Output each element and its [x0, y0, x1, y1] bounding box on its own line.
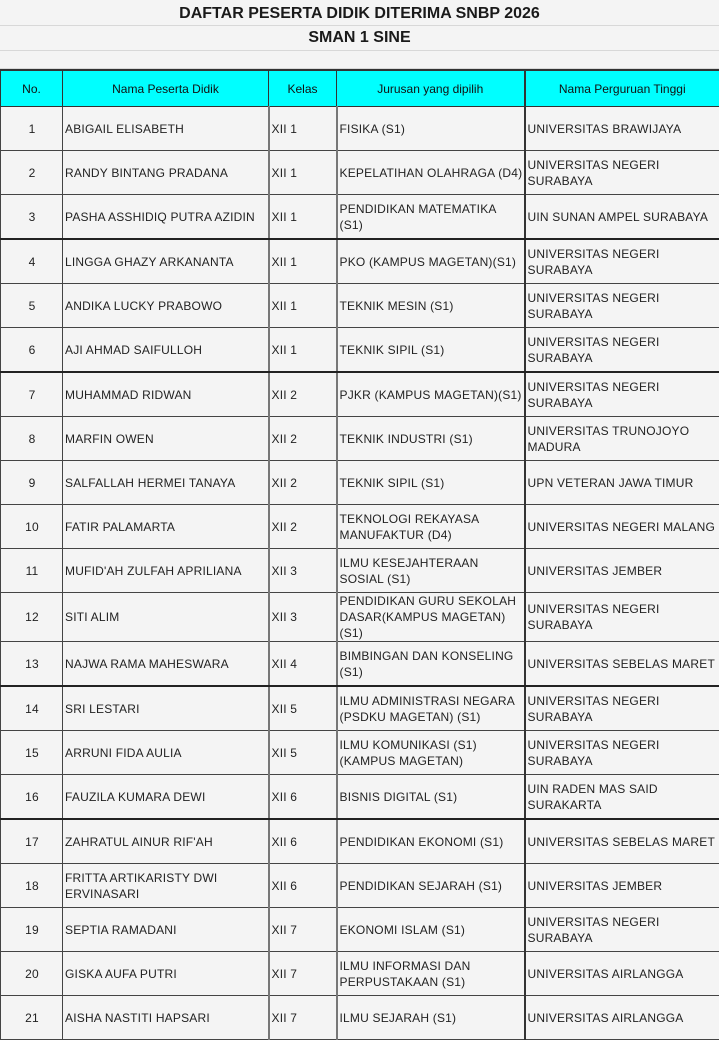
- table-row: [1, 731, 719, 775]
- cell-jurusan[interactable]: TEKNIK SIPIL (S1): [337, 328, 525, 373]
- column-header-kelas[interactable]: Kelas: [269, 70, 337, 107]
- cell-university[interactable]: UNIVERSITAS NEGERI SURABAYA: [525, 372, 719, 417]
- cell-jurusan[interactable]: ILMU ADMINISTRASI NEGARA (PSDKU MAGETAN) (S1): [337, 686, 525, 731]
- cell-jurusan[interactable]: TEKNIK SIPIL (S1): [337, 461, 525, 505]
- cell-university[interactable]: UNIVERSITAS AIRLANGGA: [525, 952, 719, 996]
- cell-no[interactable]: 4: [1, 239, 63, 284]
- table-header-row: [1, 70, 719, 107]
- cell-jurusan[interactable]: PKO (KAMPUS MAGETAN)(S1): [337, 239, 525, 284]
- cell-university[interactable]: UNIVERSITAS NEGERI SURABAYA: [525, 284, 719, 328]
- cell-university[interactable]: UNIVERSITAS JEMBER: [525, 864, 719, 908]
- page-title: DAFTAR PESERTA DIDIK DITERIMA SNBP 2026: [0, 0, 719, 26]
- cell-university[interactable]: UNIVERSITAS SEBELAS MARET: [525, 642, 719, 687]
- table-body: [1, 107, 719, 1040]
- cell-university[interactable]: UNIVERSITAS NEGERI SURABAYA: [525, 239, 719, 284]
- school-name: SMAN 1 SINE: [0, 26, 719, 51]
- cell-jurusan[interactable]: PENDIDIKAN MATEMATIKA (S1): [337, 195, 525, 240]
- column-header-name[interactable]: Nama Peserta Didik: [63, 70, 269, 107]
- cell-student-name[interactable]: FAUZILA KUMARA DEWI: [63, 775, 269, 820]
- cell-university[interactable]: UIN RADEN MAS SAID SURAKARTA: [525, 775, 719, 820]
- table-row: [1, 686, 719, 731]
- cell-kelas[interactable]: XII 3: [269, 593, 337, 642]
- cell-student-name[interactable]: FRITTA ARTIKARISTY DWI ERVINASARI: [63, 864, 269, 908]
- cell-student-name[interactable]: MUFID'AH ZULFAH APRILIANA: [63, 549, 269, 593]
- cell-university[interactable]: UNIVERSITAS NEGERI SURABAYA: [525, 593, 719, 642]
- cell-kelas[interactable]: XII 2: [269, 461, 337, 505]
- table-row: [1, 417, 719, 461]
- cell-student-name[interactable]: NAJWA RAMA MAHESWARA: [63, 642, 269, 687]
- students-table: [0, 69, 719, 1040]
- cell-jurusan[interactable]: TEKNIK MESIN (S1): [337, 284, 525, 328]
- cell-jurusan[interactable]: TEKNOLOGI REKAYASA MANUFAKTUR (D4): [337, 505, 525, 549]
- cell-university[interactable]: UNIVERSITAS NEGERI SURABAYA: [525, 151, 719, 195]
- cell-jurusan[interactable]: ILMU KOMUNIKASI (S1)(KAMPUS MAGETAN): [337, 731, 525, 775]
- table-row: [1, 642, 719, 687]
- table-row: [1, 996, 719, 1040]
- table-row: [1, 864, 719, 908]
- cell-jurusan[interactable]: BIMBINGAN DAN KONSELING (S1): [337, 642, 525, 687]
- cell-no[interactable]: 3: [1, 195, 63, 240]
- cell-kelas[interactable]: XII 7: [269, 996, 337, 1040]
- cell-student-name[interactable]: SITI ALIM: [63, 593, 269, 642]
- cell-jurusan[interactable]: ILMU INFORMASI DAN PERPUSTAKAAN (S1): [337, 952, 525, 996]
- cell-no[interactable]: 1: [1, 107, 63, 151]
- cell-university[interactable]: UIN SUNAN AMPEL SURABAYA: [525, 195, 719, 240]
- cell-jurusan[interactable]: KEPELATIHAN OLAHRAGA (D4): [337, 151, 525, 195]
- cell-no[interactable]: 2: [1, 151, 63, 195]
- cell-kelas[interactable]: XII 7: [269, 952, 337, 996]
- table-row: [1, 952, 719, 996]
- cell-jurusan[interactable]: PENDIDIKAN EKONOMI (S1): [337, 819, 525, 864]
- column-header-no[interactable]: No.: [1, 70, 63, 107]
- cell-university[interactable]: UNIVERSITAS TRUNOJOYO MADURA: [525, 417, 719, 461]
- cell-no[interactable]: 14: [1, 686, 63, 731]
- cell-kelas[interactable]: XII 1: [269, 195, 337, 240]
- cell-kelas[interactable]: XII 5: [269, 731, 337, 775]
- cell-no[interactable]: 9: [1, 461, 63, 505]
- cell-jurusan[interactable]: PENDIDIKAN SEJARAH (S1): [337, 864, 525, 908]
- cell-no[interactable]: 12: [1, 593, 63, 642]
- cell-no[interactable]: 11: [1, 549, 63, 593]
- table-row: [1, 239, 719, 284]
- cell-university[interactable]: UNIVERSITAS BRAWIJAYA: [525, 107, 719, 151]
- cell-student-name[interactable]: SALFALLAH HERMEI TANAYA: [63, 461, 269, 505]
- table-row: [1, 372, 719, 417]
- cell-kelas[interactable]: XII 2: [269, 372, 337, 417]
- cell-kelas[interactable]: XII 1: [269, 328, 337, 373]
- cell-kelas[interactable]: XII 1: [269, 284, 337, 328]
- cell-kelas[interactable]: XII 2: [269, 505, 337, 549]
- cell-no[interactable]: 6: [1, 328, 63, 373]
- cell-kelas[interactable]: XII 4: [269, 642, 337, 687]
- table-row: [1, 151, 719, 195]
- cell-no[interactable]: 15: [1, 731, 63, 775]
- cell-jurusan[interactable]: ILMU SEJARAH (S1): [337, 996, 525, 1040]
- cell-student-name[interactable]: ARRUNI FIDA AULIA: [63, 731, 269, 775]
- cell-no[interactable]: 16: [1, 775, 63, 820]
- cell-university[interactable]: UPN VETERAN JAWA TIMUR: [525, 461, 719, 505]
- cell-no[interactable]: 5: [1, 284, 63, 328]
- table-row: [1, 908, 719, 952]
- cell-student-name[interactable]: ABIGAIL ELISABETH: [63, 107, 269, 151]
- cell-no[interactable]: 17: [1, 819, 63, 864]
- cell-university[interactable]: UNIVERSITAS NEGERI SURABAYA: [525, 731, 719, 775]
- table-row: [1, 328, 719, 373]
- table-row: [1, 461, 719, 505]
- cell-kelas[interactable]: XII 5: [269, 686, 337, 731]
- cell-no[interactable]: 13: [1, 642, 63, 687]
- cell-no[interactable]: 18: [1, 864, 63, 908]
- cell-jurusan[interactable]: PENDIDIKAN GURU SEKOLAH DASAR(KAMPUS MAGETAN) (S1): [337, 593, 525, 642]
- cell-student-name[interactable]: RANDY BINTANG PRADANA: [63, 151, 269, 195]
- spacer-row: [0, 51, 719, 69]
- cell-no[interactable]: 19: [1, 908, 63, 952]
- cell-kelas[interactable]: XII 3: [269, 549, 337, 593]
- cell-university[interactable]: UNIVERSITAS NEGERI SURABAYA: [525, 908, 719, 952]
- cell-jurusan[interactable]: PJKR (KAMPUS MAGETAN)(S1): [337, 372, 525, 417]
- cell-jurusan[interactable]: FISIKA (S1): [337, 107, 525, 151]
- cell-student-name[interactable]: MUHAMMAD RIDWAN: [63, 372, 269, 417]
- cell-no[interactable]: 7: [1, 372, 63, 417]
- cell-kelas[interactable]: XII 1: [269, 151, 337, 195]
- cell-no[interactable]: 8: [1, 417, 63, 461]
- cell-kelas[interactable]: XII 6: [269, 819, 337, 864]
- cell-no[interactable]: 10: [1, 505, 63, 549]
- cell-student-name[interactable]: MARFIN OWEN: [63, 417, 269, 461]
- cell-kelas[interactable]: XII 6: [269, 775, 337, 820]
- cell-university[interactable]: UNIVERSITAS NEGERI SURABAYA: [525, 328, 719, 373]
- cell-university[interactable]: UNIVERSITAS AIRLANGGA: [525, 996, 719, 1040]
- table-row: [1, 505, 719, 549]
- cell-student-name[interactable]: ANDIKA LUCKY PRABOWO: [63, 284, 269, 328]
- cell-kelas[interactable]: XII 7: [269, 908, 337, 952]
- cell-kelas[interactable]: XII 1: [269, 239, 337, 284]
- column-header-jurusan[interactable]: Jurusan yang dipilih: [337, 70, 525, 107]
- cell-jurusan[interactable]: EKONOMI ISLAM (S1): [337, 908, 525, 952]
- cell-student-name[interactable]: LINGGA GHAZY ARKANANTA: [63, 239, 269, 284]
- table-row: [1, 775, 719, 820]
- table-row: [1, 549, 719, 593]
- cell-student-name[interactable]: AISHA NASTITI HAPSARI: [63, 996, 269, 1040]
- table-row: [1, 284, 719, 328]
- cell-student-name[interactable]: SRI LESTARI: [63, 686, 269, 731]
- cell-student-name[interactable]: AJI AHMAD SAIFULLOH: [63, 328, 269, 373]
- cell-jurusan[interactable]: ILMU KESEJAHTERAAN SOSIAL (S1): [337, 549, 525, 593]
- cell-jurusan[interactable]: TEKNIK INDUSTRI (S1): [337, 417, 525, 461]
- cell-university[interactable]: UNIVERSITAS NEGERI MALANG: [525, 505, 719, 549]
- column-header-university[interactable]: Nama Perguruan Tinggi: [525, 70, 719, 107]
- cell-university[interactable]: UNIVERSITAS SEBELAS MARET: [525, 819, 719, 864]
- cell-student-name[interactable]: PASHA ASSHIDIQ PUTRA AZIDIN: [63, 195, 269, 240]
- table-row: [1, 593, 719, 642]
- cell-student-name[interactable]: SEPTIA RAMADANI: [63, 908, 269, 952]
- cell-university[interactable]: UNIVERSITAS NEGERI SURABAYA: [525, 686, 719, 731]
- cell-student-name[interactable]: GISKA AUFA PUTRI: [63, 952, 269, 996]
- table-row: [1, 107, 719, 151]
- cell-kelas[interactable]: XII 6: [269, 864, 337, 908]
- cell-student-name[interactable]: FATIR PALAMARTA: [63, 505, 269, 549]
- cell-university[interactable]: UNIVERSITAS JEMBER: [525, 549, 719, 593]
- cell-jurusan[interactable]: BISNIS DIGITAL (S1): [337, 775, 525, 820]
- cell-kelas[interactable]: XII 2: [269, 417, 337, 461]
- cell-no[interactable]: 21: [1, 996, 63, 1040]
- cell-student-name[interactable]: ZAHRATUL AINUR RIF'AH: [63, 819, 269, 864]
- cell-no[interactable]: 20: [1, 952, 63, 996]
- table-row: [1, 819, 719, 864]
- table-row: [1, 195, 719, 240]
- cell-kelas[interactable]: XII 1: [269, 107, 337, 151]
